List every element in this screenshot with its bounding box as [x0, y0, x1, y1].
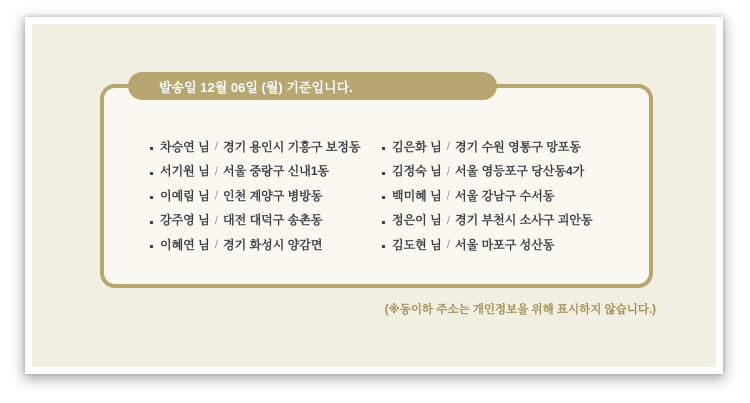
- bullet-icon: [150, 172, 153, 175]
- privacy-note: (※동이하 주소는 개인정보을 위해 표시하지 않습니다.): [384, 304, 656, 316]
- recipient-row: [150, 134, 361, 159]
- bullet-icon: [382, 221, 385, 224]
- recipient-address: 경기 부천시 소사구 괴안동: [455, 213, 593, 228]
- recipient-address: 서울 마포구 성산동: [455, 237, 555, 252]
- bullet-icon: [382, 245, 385, 248]
- recipient-row: [382, 159, 593, 184]
- separator: /: [214, 212, 219, 227]
- recipient-row: [382, 208, 593, 233]
- bullet-icon: [382, 172, 385, 175]
- recipient-address: 서울 중랑구 신내1동: [223, 164, 330, 179]
- recipient-address: 인천 계양구 병방동: [223, 188, 323, 203]
- recipient-name: 정은이 님: [392, 213, 442, 228]
- recipient-address: 경기 수원 영통구 망포동: [455, 139, 581, 154]
- recipient-name: 서기원 님: [160, 164, 210, 179]
- recipient-name: 차승연 님: [160, 139, 210, 154]
- recipient-row: [382, 232, 593, 257]
- recipient-row: [150, 159, 361, 184]
- recipient-row: [382, 134, 593, 159]
- separator: /: [214, 188, 219, 203]
- recipient-name: 이예림 님: [160, 188, 210, 203]
- recipient-name: 김은화 님: [392, 139, 442, 154]
- recipient-address: 경기 화성시 양감면: [223, 237, 323, 252]
- recipient-name: 김정숙 님: [392, 164, 442, 179]
- bullet-icon: [382, 196, 385, 199]
- recipient-name: 강주영 님: [160, 213, 210, 228]
- separator: /: [214, 237, 219, 252]
- recipient-column-left: [150, 134, 361, 257]
- bullet-icon: [150, 196, 153, 199]
- separator: /: [446, 212, 451, 227]
- separator: /: [446, 163, 451, 178]
- bullet-icon: [382, 147, 385, 150]
- bullet-icon: [150, 245, 153, 248]
- recipient-address: 서울 강남구 수서동: [455, 188, 555, 203]
- recipient-row: [150, 208, 361, 233]
- recipient-row: [150, 183, 361, 208]
- recipient-name: 이혜연 님: [160, 237, 210, 252]
- separator: /: [446, 237, 451, 252]
- bullet-icon: [150, 147, 153, 150]
- separator: /: [446, 188, 451, 203]
- recipient-name: 김도현 님: [392, 237, 442, 252]
- recipient-column-right: [382, 134, 593, 257]
- recipient-row: [382, 183, 593, 208]
- shipping-date-label: 발송일 12월 06일 (월) 기준입니다.: [159, 79, 353, 95]
- separator: /: [214, 163, 219, 178]
- bullet-icon: [150, 221, 153, 224]
- recipient-name: 백미혜 님: [392, 188, 442, 203]
- separator: /: [214, 139, 219, 154]
- recipient-address: 대전 대덕구 송촌동: [223, 213, 323, 228]
- recipient-row: [150, 232, 361, 257]
- shipping-date-badge: [128, 72, 497, 100]
- separator: /: [446, 139, 451, 154]
- recipient-address: 경기 용인시 기흥구 보정동: [223, 139, 361, 154]
- recipient-address: 서울 영등포구 당산동4가: [455, 164, 585, 179]
